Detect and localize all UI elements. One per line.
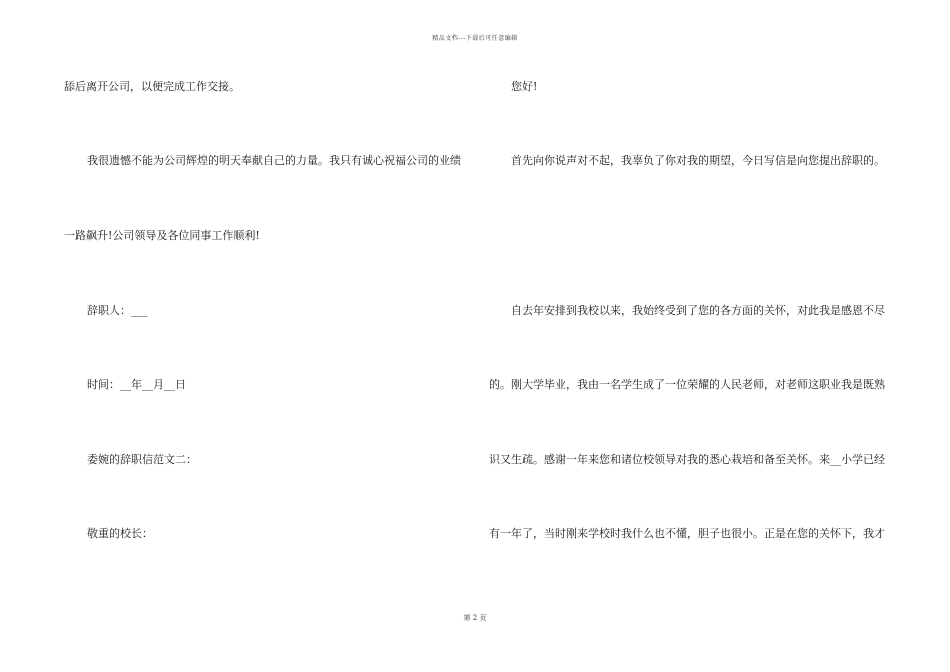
right-line-3: 自去年安排到我校以来，我始终受到了您的各方面的关怀，对此我是感恩不尽: [511, 304, 885, 317]
left-line-5: 时间：__年__月__日: [87, 378, 186, 391]
right-line-5: 识又生疏。感谢一年来您和诸位校领导对我的悉心栽培和备至关怀。来__小学已经: [489, 453, 885, 466]
left-line-7: 敬重的校长：: [87, 527, 153, 540]
left-line-2: 我很遗憾不能为公司辉煌的明天奉献自己的力量。我只有诚心祝福公司的业绩: [87, 154, 461, 167]
right-line-4: 的。刚大学毕业，我由一名学生成了一位荣耀的人民老师，对老师这职业我是既熟: [489, 378, 885, 391]
page-header: 精品文档---下载后可任意编辑: [432, 35, 518, 42]
right-line-6: 有一年了，当时刚来学校时我什么也不懂，胆子也很小。正是在您的关怀下，我才: [489, 527, 885, 540]
left-line-3: 一路飙升!公司领导及各位同事工作顺利!: [64, 229, 260, 242]
left-line-4: 辞职人：___: [87, 304, 148, 317]
right-line-1: 您好!: [511, 80, 538, 93]
left-line-6: 委婉的辞职信范文二：: [87, 453, 197, 466]
right-line-2: 首先向你说声对不起，我辜负了你对我的期望，今日写信是向您提出辞职的。: [511, 154, 885, 167]
page-number: 第 2 页: [463, 614, 487, 622]
left-line-1: 舔后离开公司，以便完成工作交接。: [64, 80, 240, 93]
